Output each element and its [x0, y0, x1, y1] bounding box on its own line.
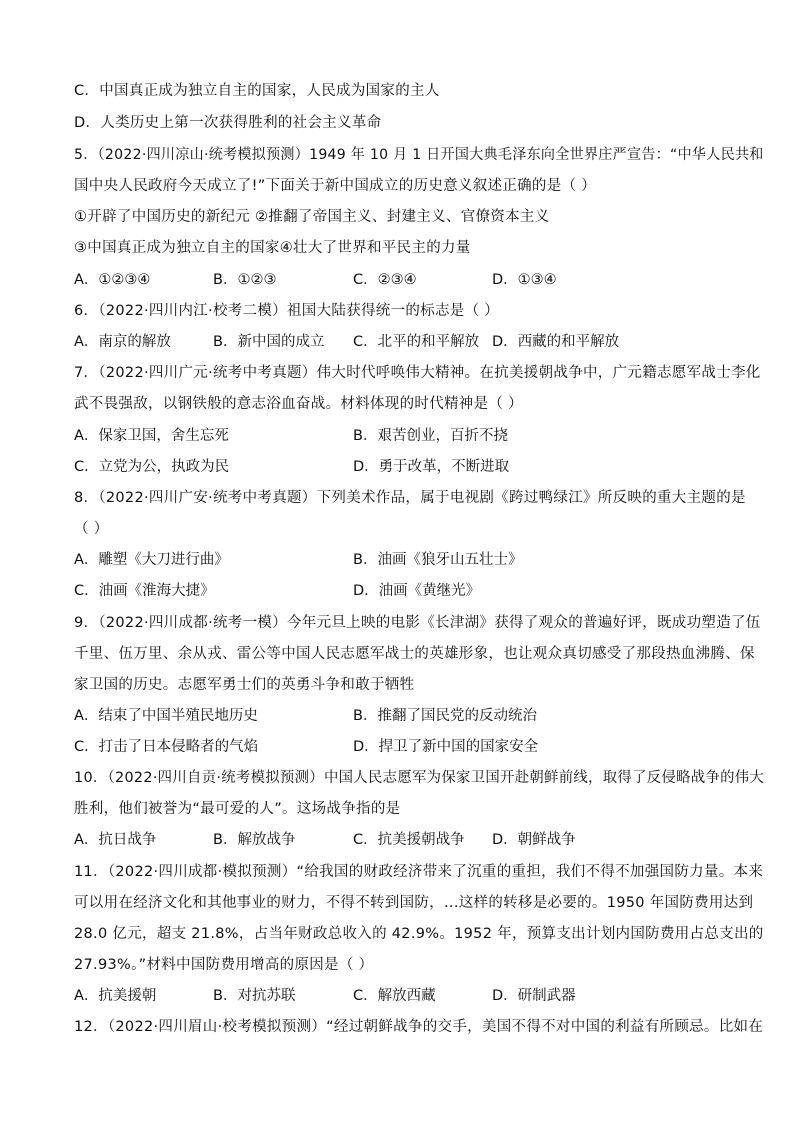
- q9-option-d: D．捍卫了新中国的国家安全: [353, 739, 539, 755]
- question-8-answer-blank: （ ）: [74, 521, 109, 537]
- question-9-stem: 9．（2022·四川成都·统考一模）今年元旦上映的电影《长津湖》获得了观众的普遍好评，既成功塑造了伍: [74, 615, 761, 631]
- q10-option-d: D．朝鲜战争: [492, 832, 576, 848]
- q6-option-b: B．新中国的成立: [213, 334, 325, 350]
- q11-option-d: D．研制武器: [492, 988, 576, 1004]
- q6-option-a: A．南京的解放: [74, 334, 171, 350]
- q11-option-a: A．抗美援朝: [74, 988, 157, 1004]
- question-6-stem: 6．（2022·四川内江·校考二模）祖国大陆获得统一的标志是（ ）: [74, 303, 500, 319]
- question-8-stem: 8．（2022·四川广安·统考中考真题）下列美术作品，属于电视剧《跨过鸭绿江》所反映的重大主题的是: [74, 490, 746, 506]
- q9-option-b: B．推翻了国民党的反动统治: [353, 708, 537, 724]
- q4-option-c: C．中国真正成为独立自主的国家，人民成为国家的主人: [74, 83, 440, 99]
- q11-option-c: C．解放西藏: [353, 988, 436, 1004]
- q6-option-d: D．西藏的和平解放: [492, 334, 620, 350]
- q5-option-c: C．②③④: [353, 272, 417, 288]
- question-5-statement: ③中国真正成为独立自主的国家④壮大了世界和平民主的力量: [74, 240, 471, 256]
- q10-option-a: A．抗日战争: [74, 832, 157, 848]
- q9-option-c: C．打击了日本侵略者的气焰: [74, 739, 259, 755]
- q8-option-c: C．油画《淮海大捷》: [74, 583, 215, 599]
- q10-option-c: C．抗美援朝战争: [353, 832, 465, 848]
- question-11-stem-cont: 可以用在经济文化和其他事业的财力，不得不转到国防，...这样的转移是必要的。1950 年国防费用达到: [74, 895, 754, 911]
- question-9-stem-cont: 千里、伍万里、余从戎、雷公等中国人民志愿军战士的英雄形象，也让观众真切感受了那段热血沸腾、保: [74, 646, 755, 662]
- question-7-stem: 7．（2022·四川广元·统考中考真题）伟大时代呼唤伟大精神。在抗美援朝战争中，广元籍志愿军战士李化: [74, 365, 761, 381]
- q11-option-b: B．对抗苏联: [213, 988, 296, 1004]
- q5-option-d: D．①③④: [492, 272, 557, 288]
- q7-option-d: D．勇于改革，不断进取: [353, 459, 510, 475]
- question-10-stem: 10．（2022·四川自贡·统考模拟预测）中国人民志愿军为保家卫国开赴朝鲜前线，取得了反侵略战争的伟大: [74, 770, 765, 786]
- question-11-stem-cont: 28.0 亿元，超支 21.8%，占当年财政总收入的 42.9%。1952 年，预算支出计划内国防费用占总支出的: [74, 926, 764, 942]
- q4-option-d: D．人类历史上第一次获得胜利的社会主义革命: [74, 115, 382, 131]
- question-7-stem-cont: 武不畏强敌，以钢铁般的意志浴血奋战。材料体现的时代精神是（ ）: [74, 396, 523, 412]
- q8-option-d: D．油画《黄继光》: [353, 583, 481, 599]
- q9-option-a: A．结束了中国半殖民地历史: [74, 708, 258, 724]
- question-11-stem: 11．（2022·四川成都·模拟预测）“给我国的财政经济带来了沉重的重担，我们不得不加强国防力量。本来: [74, 864, 764, 880]
- question-12-stem: 12．（2022·四川眉山·校考模拟预测）“经过朝鲜战争的交手，美国不得不对中国的利益有所顾忌。比如在: [74, 1019, 764, 1035]
- q6-option-c: C．北平的和平解放: [353, 334, 480, 350]
- question-9-stem-cont: 家卫国的历史。志愿军勇士们的英勇斗争和敢于牺牲: [74, 677, 415, 693]
- question-5-stem-cont: 国中央人民政府今天成立了!”下面关于新中国成立的历史意义叙述正确的是（ ）: [74, 178, 597, 194]
- q8-option-a: A．雕塑《大刀进行曲》: [74, 552, 229, 568]
- q5-option-a: A．①②③④: [74, 272, 151, 288]
- question-10-stem-cont: 胜利，他们被誉为“最可爱的人”。这场战争指的是: [74, 801, 401, 817]
- q7-option-a: A．保家卫国，舍生忘死: [74, 428, 229, 444]
- q5-option-b: B．①②③: [213, 272, 277, 288]
- q8-option-b: B．油画《狼牙山五壮士》: [353, 552, 523, 568]
- q7-option-b: B．艰苦创业，百折不挠: [353, 428, 508, 444]
- question-5-statement: ①开辟了中国历史的新纪元 ②推翻了帝国主义、封建主义、官僚资本主义: [74, 209, 550, 225]
- q7-option-c: C．立党为公，执政为民: [74, 459, 230, 475]
- question-5-stem: 5．（2022·四川凉山·统考模拟预测）1949 年 10 月 1 日开国大典毛泽东向全世界庄严宣告：“中华人民共和: [74, 147, 764, 163]
- question-11-stem-cont: 27.93%。”材料中国防费用增高的原因是（ ）: [74, 957, 374, 973]
- q10-option-b: B．解放战争: [213, 832, 296, 848]
